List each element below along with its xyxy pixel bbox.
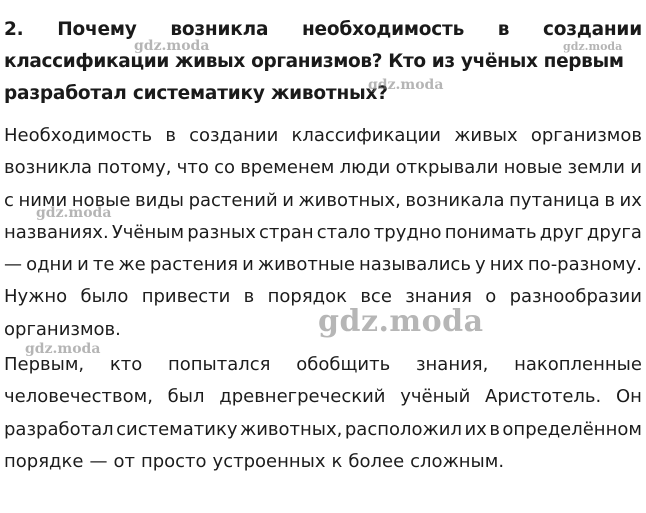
word: в — [604, 189, 615, 211]
word: создании — [189, 125, 279, 146]
text-line — [4, 414, 642, 446]
text-line — [4, 446, 642, 478]
text-line — [4, 281, 642, 313]
question-word: в — [497, 19, 510, 40]
word: более — [348, 450, 405, 472]
word: друг — [539, 221, 584, 243]
word: их — [464, 418, 487, 440]
word: накопленные — [514, 354, 642, 375]
word: с — [4, 189, 14, 211]
word: в — [489, 418, 500, 440]
word: — — [4, 254, 22, 276]
word: животных, — [298, 189, 401, 211]
word: — — [89, 450, 108, 472]
word: Первым, — [4, 354, 85, 375]
word: стало — [316, 221, 371, 243]
word: животные — [257, 254, 355, 276]
question-word: 2. — [4, 19, 24, 40]
word: привести — [141, 286, 231, 308]
word: порядок — [267, 286, 347, 308]
word: по-разному. — [527, 254, 642, 276]
word: живых — [454, 125, 518, 146]
word: что — [176, 157, 209, 179]
word: знания, — [415, 354, 489, 375]
question-word: возникла — [170, 19, 269, 40]
word: и — [77, 254, 89, 276]
word: названиях. — [4, 221, 109, 243]
word: просто — [140, 450, 207, 472]
watermark: gdz.moda — [36, 205, 112, 221]
word: земли — [567, 157, 625, 179]
watermark: gdz.moda — [563, 40, 623, 53]
word: к — [331, 450, 343, 472]
word: них — [489, 254, 524, 276]
word: растений — [188, 189, 278, 211]
word: назывались — [359, 254, 471, 276]
word: стран — [258, 221, 314, 243]
word: растения — [149, 254, 239, 276]
word: учёный — [400, 386, 471, 408]
word: друга — [586, 221, 642, 243]
word: было — [80, 286, 129, 308]
word: возникла — [4, 157, 93, 179]
word: новые — [71, 189, 131, 211]
word: в — [243, 286, 255, 308]
watermark: gdz.moda — [134, 38, 210, 54]
word: у — [475, 254, 486, 276]
text-line — [4, 152, 642, 184]
word: Он — [616, 386, 642, 408]
word: одни — [26, 254, 73, 276]
word: новые — [503, 157, 563, 179]
word: путаница — [509, 189, 600, 211]
text-line — [4, 249, 642, 281]
word: порядке — [4, 450, 84, 472]
word: со — [214, 157, 235, 179]
word: и — [282, 189, 294, 211]
word: определённом — [502, 418, 642, 440]
word: разнообразии — [509, 286, 642, 308]
word: люди — [339, 157, 391, 179]
word: сложным. — [410, 450, 505, 472]
question-word: необходимость — [301, 19, 465, 40]
question-word: разработал систематику животных? — [4, 83, 388, 104]
text-line — [4, 217, 642, 249]
word: классификации — [291, 125, 442, 146]
word: же — [118, 254, 146, 276]
word: от — [113, 450, 135, 472]
word: кто — [109, 354, 143, 375]
question-line-1 — [4, 14, 642, 46]
word: человечеством, — [4, 386, 153, 408]
word: виды — [135, 189, 184, 211]
word: обобщить — [296, 354, 391, 375]
word: знания — [405, 286, 472, 308]
word: ними — [18, 189, 68, 211]
word: животных, — [240, 418, 343, 440]
word: попытался — [168, 354, 271, 375]
word: древнегреческий — [219, 386, 386, 408]
word: и — [242, 254, 254, 276]
question-heading — [4, 14, 642, 110]
word: открывали — [395, 157, 499, 179]
word: все — [360, 286, 392, 308]
watermark: gdz.moda — [25, 341, 101, 357]
word: их — [619, 189, 642, 211]
word: Учёным — [111, 221, 185, 243]
word: понимать — [444, 221, 537, 243]
word: устроенных — [212, 450, 326, 472]
question-word: создании — [543, 19, 642, 40]
word: в — [165, 125, 176, 146]
question-line-2 — [4, 46, 642, 78]
text-line — [4, 120, 642, 152]
answer-paragraph-2 — [4, 349, 642, 478]
watermark: gdz.moda — [318, 304, 484, 339]
word: разработал — [4, 418, 114, 440]
word: и — [630, 157, 642, 179]
word: Нужно — [4, 286, 68, 308]
word: временем — [240, 157, 335, 179]
text-line — [4, 185, 642, 217]
question-word: Почему — [57, 19, 137, 40]
word: трудно — [373, 221, 442, 243]
question-word: классификации живых организмов? Кто из учёных первым — [4, 51, 624, 72]
word: организмов — [530, 125, 642, 146]
text-line — [4, 381, 642, 413]
answer-paragraph-1 — [4, 120, 642, 346]
word: те — [92, 254, 115, 276]
word: о — [485, 286, 497, 308]
word: был — [167, 386, 205, 408]
word: разных — [187, 221, 256, 243]
word: возникала — [405, 189, 505, 211]
watermark: gdz.moda — [368, 77, 444, 93]
word: расположил — [344, 418, 462, 440]
text-line — [4, 314, 642, 346]
word: Аристотель. — [485, 386, 602, 408]
word: организмов. — [4, 318, 121, 340]
word: потому, — [97, 157, 172, 179]
word: Необходимость — [4, 125, 153, 146]
text-line — [4, 349, 642, 381]
question-line-3 — [4, 78, 642, 110]
word: систематику — [116, 418, 238, 440]
